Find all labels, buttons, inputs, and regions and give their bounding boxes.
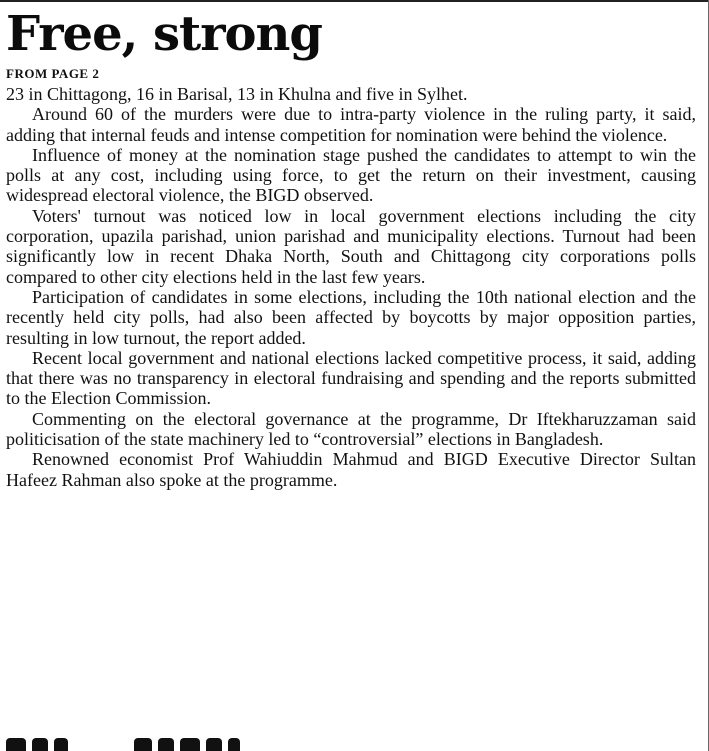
article: [6, 6, 696, 490]
cropped-glyph: [54, 738, 68, 751]
cropped-glyph: [228, 738, 240, 751]
cropped-glyph: [158, 738, 174, 751]
paragraph-6: Recent local government and national elections lacked competitive process, it said, adding that there was no transparency in electoral fundraising and spending and the reports submitted to the Election Commission.: [6, 347, 696, 409]
next-article-headline-cropped: [6, 736, 706, 751]
paragraph-5: Participation of candidates in some elections, including the 10th national election and the recently held city polls, had also been affected by boycotts by major opposition parties, resulting in low turnout, the report added.: [6, 286, 696, 348]
paragraph-4: Voters' turnout was noticed low in local government elections including the city corporation, upazila parishad, union parishad and municipality elections. Turnout had been significantly low in recent Dhaka North, South and Chittagong city corporations polls compared to other city elections held in the last few years.: [6, 205, 696, 287]
paragraph-1: 23 in Chittagong, 16 in Barisal, 13 in Khulna and five in Sylhet.: [6, 84, 468, 104]
cropped-glyph: [206, 738, 222, 751]
article-body: [6, 84, 696, 490]
paragraph-7: Commenting on the electoral governance at the programme, Dr Iftekharuzzaman said politicisation of the state machinery led to “controversial” elections in Bangladesh.: [6, 408, 696, 450]
cropped-glyph: [32, 738, 48, 751]
top-rule: [0, 0, 709, 2]
paragraph-2: Around 60 of the murders were due to intra-party violence in the ruling party, it said, adding that internal feuds and intense competition for nomination were behind the violence.: [6, 104, 696, 145]
cropped-glyph: [6, 738, 26, 751]
jump-line: FROM PAGE 2: [6, 66, 100, 81]
paragraph-8: Renowned economist Prof Wahiuddin Mahmud and BIGD Executive Director Sultan Hafeez Rahman also spoke at the programme.: [6, 449, 696, 490]
headline: Free, strong: [6, 6, 322, 62]
cropped-glyph: [134, 738, 152, 751]
paragraph-3: Influence of money at the nomination stage pushed the candidates to attempt to win the polls at any cost, including using force, to get the return on their investment, causing widespread electoral violence, the BIGD observed.: [6, 144, 696, 206]
cropped-glyph: [180, 738, 200, 751]
